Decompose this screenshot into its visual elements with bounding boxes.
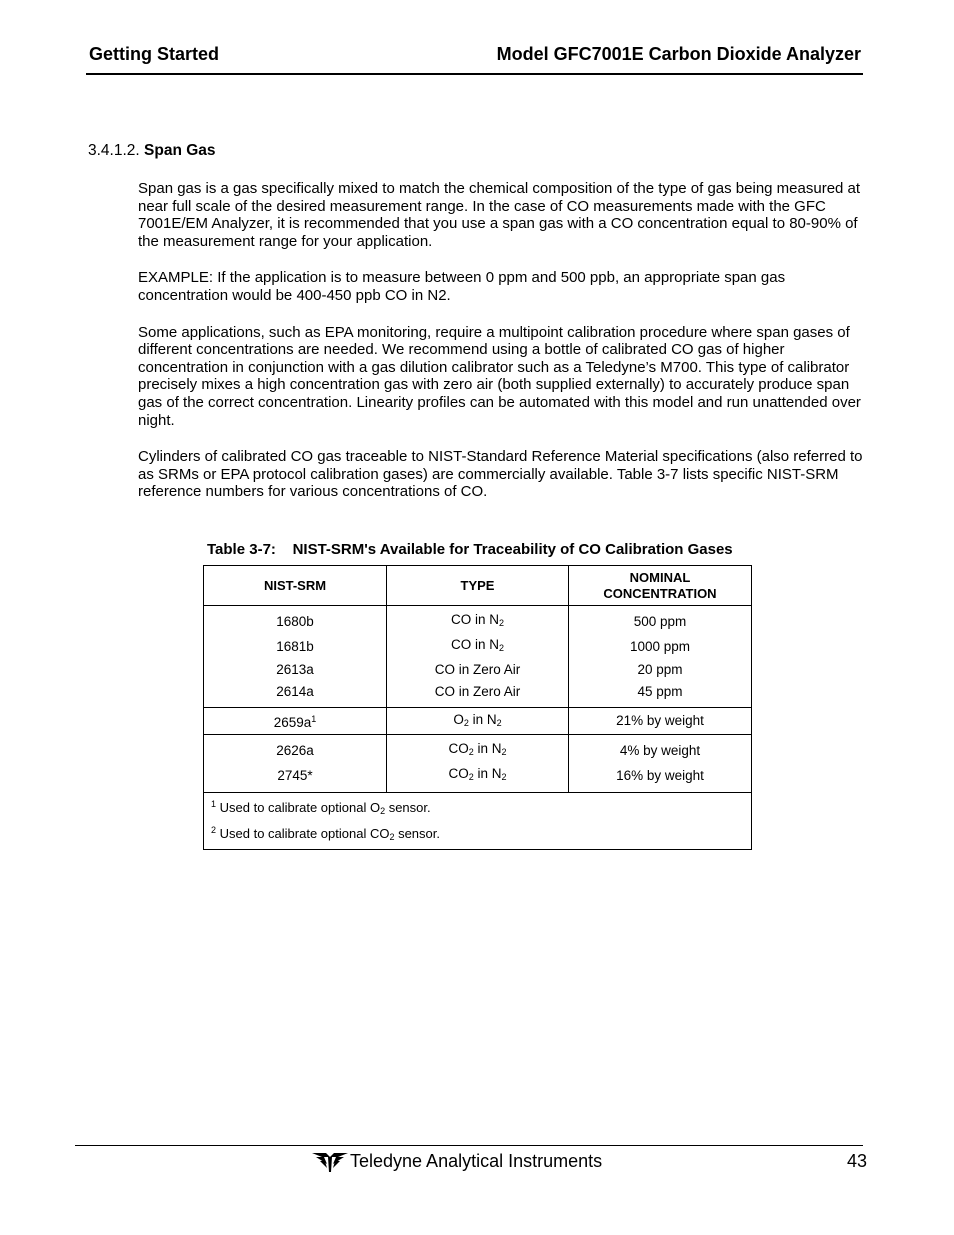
cell-concentration: 500 ppm xyxy=(569,606,752,635)
cell-type: $CO_2$ in $N_2$ xyxy=(387,735,569,764)
cell-concentration: 21% by weight xyxy=(569,708,752,735)
table-row xyxy=(204,708,752,735)
cell-srm: 2745* xyxy=(204,763,387,793)
cell-type: CO in $N_2$ xyxy=(387,634,569,659)
cell-type: $O_2$ in $N_2$ xyxy=(387,708,569,735)
paragraph-intro: Span gas is a gas specifically mixed to match the chemical composition of the type of gas being measured at near full scale of the desired measurement range. In the case of CO measurements made with the GFC 7001E/EM Analyzer, it is recommended that you use a span gas with a CO concentration equal to 80-90% of the measurement range for your application. xyxy=(138,180,861,250)
table-notes xyxy=(204,793,752,850)
paragraph-multipoint: Some applications, such as EPA monitoring, require a multipoint calibration procedure where span gases of different concentrations are needed. We recommend using a bottle of calibrated CO gas of higher concentration in conjunction with a gas dilution calibrator such as a Teledyne’s M700. This type of calibrator precisely mixes a high concentration gas with zero air (both supplied externally) to accurately produce span gas of the correct concentration. Linearity profiles can be automated with this model and run unattended over night. xyxy=(138,323,861,429)
table-notes-row xyxy=(204,793,752,850)
header-divider xyxy=(86,73,863,75)
cell-srm: 1681b xyxy=(204,634,387,659)
cell-srm: 2626a xyxy=(204,735,387,764)
cell-srm: 1680b xyxy=(204,606,387,635)
body-text xyxy=(138,180,873,520)
header-document-title: Model GFC7001E Carbon Dioxide Analyzer xyxy=(496,44,861,64)
section-number: 3.4.1.2. xyxy=(88,142,140,159)
table-note: $^1$ Used to calibrate optional $O_2$ sensor. xyxy=(211,799,431,816)
cell-type: CO in $N_2$ xyxy=(387,606,569,635)
cell-type: CO in Zero Air xyxy=(387,681,569,708)
cell-type: $CO_2$ in $N_2$ xyxy=(387,763,569,793)
table-caption: Table 3-7: NIST-SRM's Available for Traceability of CO Calibration Gases xyxy=(207,541,733,558)
header-concentration: NOMINAL CONCENTRATION xyxy=(569,566,752,606)
table-row xyxy=(204,681,752,708)
table-row xyxy=(204,735,752,764)
header-nist-srm: NIST-SRM xyxy=(204,566,387,606)
table-row xyxy=(204,634,752,659)
cell-type: CO in Zero Air xyxy=(387,659,569,681)
table-row xyxy=(204,659,752,681)
cell-concentration: 1000 ppm xyxy=(569,634,752,659)
cell-srm: 2614a xyxy=(204,681,387,708)
table-row xyxy=(204,763,752,793)
table-row xyxy=(204,606,752,635)
teledyne-logo-icon xyxy=(312,1151,348,1173)
header-section-title: Getting Started xyxy=(89,44,220,64)
cell-srm: $2659a^1$ xyxy=(204,708,387,735)
footer-company: Teledyne Analytical Instruments xyxy=(350,1151,603,1171)
nist-srm-table xyxy=(203,565,752,850)
page-number: 43 xyxy=(846,1151,867,1171)
cell-concentration: 4% by weight xyxy=(569,735,752,764)
footer-divider xyxy=(75,1145,863,1146)
cell-srm: 2613a xyxy=(204,659,387,681)
cell-concentration: 20 ppm xyxy=(569,659,752,681)
header-type: TYPE xyxy=(387,566,569,606)
table-note: $^2$ Used to calibrate optional $CO_2$ sensor. xyxy=(211,825,440,842)
cell-concentration: 45 ppm xyxy=(569,681,752,708)
section-title: Span Gas xyxy=(144,142,216,159)
paragraph-nist: Cylinders of calibrated CO gas traceable to NIST-Standard Reference Material specifications (also referred to as SRMs or EPA protocol calibration gases) are commercially available. Table 3-7 lists specific NIST-SRM reference numbers for various concentrations of CO. xyxy=(138,448,863,501)
paragraph-example: EXAMPLE: If the application is to measure between 0 ppm and 500 ppb, an appropriate span gas concentration would be 400-450 ppb CO in N2. xyxy=(138,269,786,304)
section-heading xyxy=(88,142,216,160)
cell-concentration: 16% by weight xyxy=(569,763,752,793)
table-header-row xyxy=(204,566,752,606)
